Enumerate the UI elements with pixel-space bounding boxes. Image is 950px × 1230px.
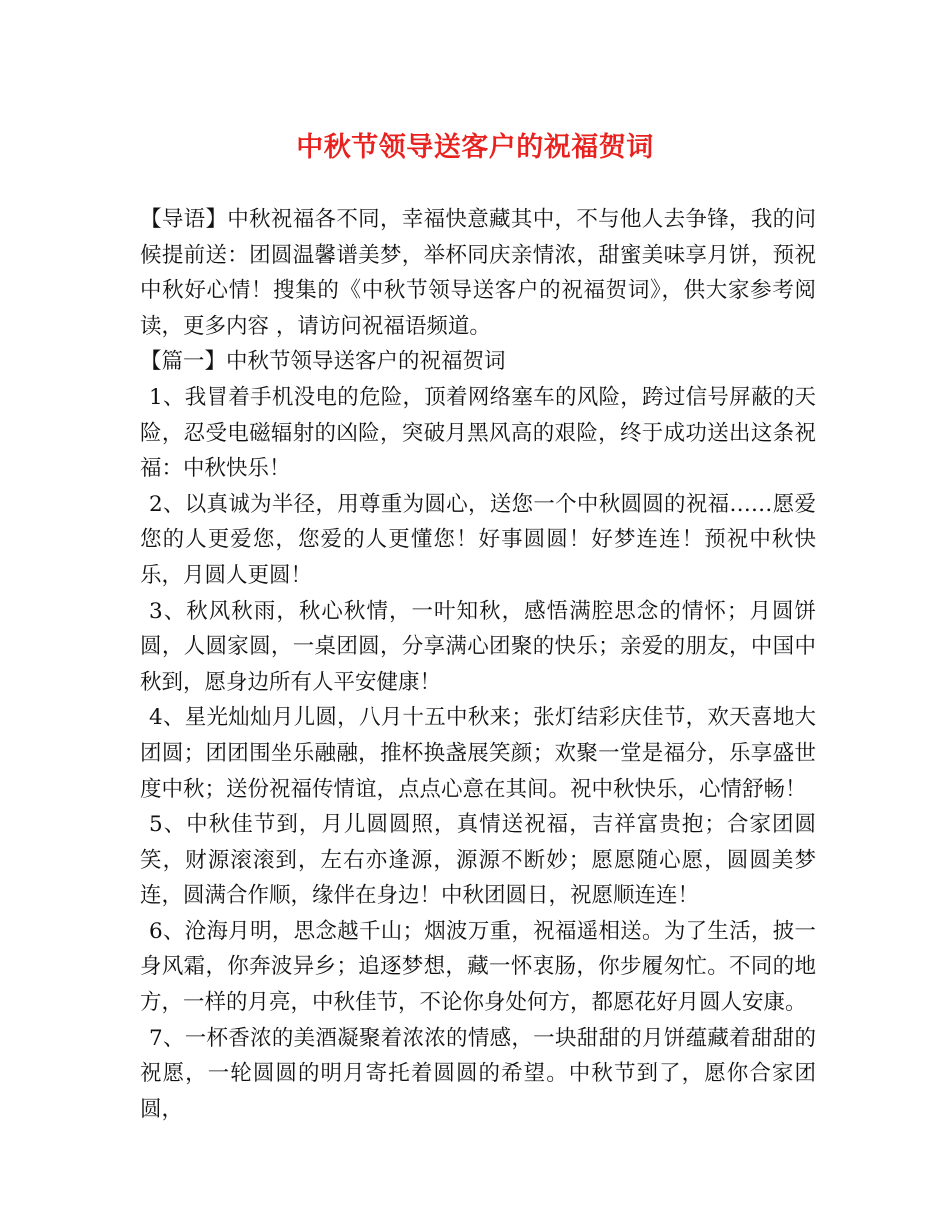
greeting-item-3: 3、秋风秋雨，秋心秋情，一叶知秋，感悟满腔思念的情怀；月圆饼圆，人圆家圆，一桌团圆，分享满心团聚的快乐；亲爱的朋友，中国中秋到，愿身边所有人平安健康！ xyxy=(140,598,816,695)
document-body xyxy=(140,202,816,1127)
intro-paragraph: 【导语】中秋祝福各不同，幸福快意藏其中，不与他人去争锋，我的问候提前送：团圆温馨谱美梦，举杯同庆亲情浓，甜蜜美味享月饼，预祝中秋好心情！搜集的《中秋节领导送客户的祝福贺词》，供大家参考阅读，更多内容 ，请访问祝福语频道。 xyxy=(140,207,816,339)
greeting-item-5: 5、中秋佳节到，月儿圆圆照，真情送祝福，吉祥富贵抱；合家团圆笑，财源滚滚到，左右亦逢源，源源不断妙；愿愿随心愿，圆圆美梦连，圆满合作顺，缘伴在身边！中秋团圆日，祝愿顺连连！ xyxy=(140,812,816,909)
greeting-item-4: 4、星光灿灿月儿圆，八月十五中秋来；张灯结彩庆佳节，欢天喜地大团圆；团团围坐乐融融，推杯换盏展笑颜；欢聚一堂是福分，乐享盛世度中秋；送份祝福传情谊，点点心意在其间。祝中秋快乐，心情舒畅！ xyxy=(140,705,816,802)
section-heading: 【篇一】中秋节领导送客户的祝福贺词 xyxy=(140,349,506,375)
document-title: 中秋节领导送客户的祝福贺词 xyxy=(296,132,654,163)
greeting-item-7: 7、一杯香浓的美酒凝聚着浓浓的情感，一块甜甜的月饼蕴藏着甜甜的祝愿，一轮圆圆的明月寄托着圆圆的希望。中秋节到了，愿你合家团圆， xyxy=(140,1025,816,1122)
greeting-item-6: 6、沧海月明，思念越千山；烟波万重，祝福遥相送。为了生活，披一身风霜，你奔波异乡；追逐梦想，藏一怀衷肠，你步履匆忙。不同的地方，一样的月亮，中秋佳节，不论你身处何方，都愿花好月圆人安康。 xyxy=(140,918,816,1016)
greeting-item-1: 1、我冒着手机没电的危险，顶着网络塞车的风险，跨过信号屏蔽的天险，忍受电磁辐射的凶险，突破月黑风高的艰险，终于成功送出这条祝福：中秋快乐！ xyxy=(140,384,816,482)
greeting-item-2: 2、以真诚为半径，用尊重为圆心，送您一个中秋圆圆的祝福……愿爱您的人更爱您，您爱的人更懂您！好事圆圆！好梦连连！预祝中秋快乐，月圆人更圆！ xyxy=(140,491,816,588)
